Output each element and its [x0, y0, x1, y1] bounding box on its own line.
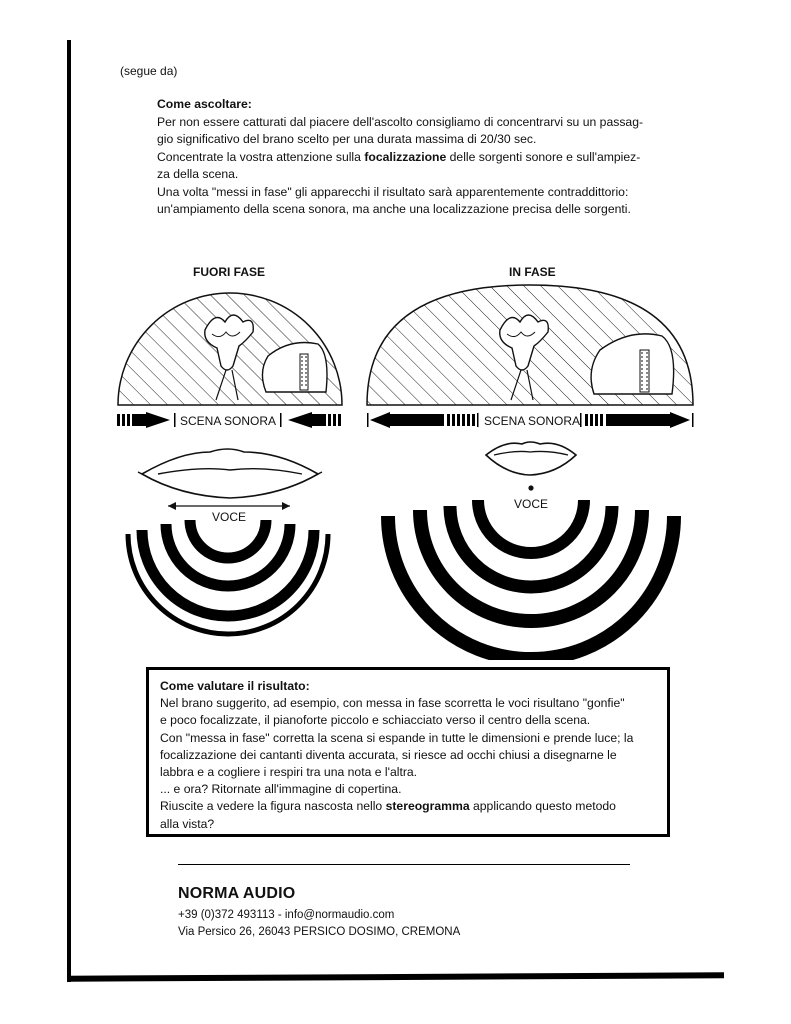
left-scene-bar: [117, 412, 341, 428]
left-figure-title: FUORI FASE: [193, 265, 266, 279]
left-stage: [118, 293, 342, 405]
evaluation-heading: Come valutare il risultato:: [160, 679, 310, 693]
intro-line: za della scena.: [157, 167, 239, 181]
left-scene-label: SCENA SONORA: [180, 414, 277, 428]
intro-line: gio significativo del brano scelto per una durata massima di 20/30 sec.: [157, 132, 537, 146]
contact-address: Via Persico 26, 26043 PERSICO DOSIMO, CREMONA: [178, 926, 461, 938]
right-sound-waves-icon: [388, 500, 674, 659]
intro-heading: Come ascoltare:: [157, 97, 252, 111]
text-run: Concentrate la vostra attenzione sulla: [157, 149, 365, 164]
intro-line: un'ampiamento della scena sonora, ma anche una localizzazione precisa delle sorgenti.: [157, 202, 631, 216]
brand-name: NORMA AUDIO: [178, 885, 296, 902]
focus-term: focalizzazione: [364, 149, 447, 164]
continued-label: (segue da): [120, 64, 178, 78]
evaluation-line: Con "messa in fase" corretta la scena si espande in tutte le dimensioni e prende luce; la: [160, 730, 634, 745]
contact-block: [178, 907, 460, 941]
evaluation-line: ... e ora? Ritornate all'immagine di copertina.: [160, 782, 402, 797]
text-run: delle sorgenti sonore e sull'ampiez-: [446, 149, 641, 164]
right-scene-label: SCENA SONORA: [484, 414, 581, 428]
evaluation-line: Nel brano suggerito, ad esempio, con messa in fase scorretta le voci risultano "gonfie": [160, 696, 625, 711]
evaluation-line: focalizzazione dei cantanti diventa accurata, si riesce ad occhi chiusi a disegnarne le: [160, 747, 617, 762]
evaluation-line: labbra e a cogliere i respiri tra una nota e l'altra.: [160, 765, 418, 780]
right-figure-title: IN FASE: [509, 265, 556, 279]
right-stage: [367, 285, 693, 405]
evaluation-line: e poco focalizzate, il pianoforte piccolo e schiacciato verso il centro della scena.: [160, 713, 591, 728]
left-voice-label: VOCE: [212, 510, 247, 524]
right-lips-icon: [486, 442, 576, 511]
text-run: applicando questo metodo: [469, 799, 616, 814]
left-lips-icon: [138, 449, 322, 524]
text-run: Riuscite a vedere la figura nascosta nello: [160, 799, 386, 814]
intro-line: Una volta "messi in fase" gli apparecchi il risultato sarà apparentemente contraddittorio:: [157, 184, 629, 199]
page-edge-bottom: [67, 972, 724, 981]
footer-divider: [178, 864, 630, 865]
left-sound-waves-icon: [128, 520, 328, 634]
stereogram-term: stereogramma: [385, 799, 470, 814]
right-voice-label: VOCE: [514, 497, 549, 511]
contact-phone-email: +39 (0)372 493113 - info@normaudio.com: [178, 909, 395, 921]
evaluation-line: alla vista?: [160, 816, 215, 831]
evaluation-box: [146, 667, 670, 837]
right-scene-bar: [367, 412, 694, 428]
stereogram-line: [160, 798, 657, 815]
intro-line: Per non essere catturati dal piacere dell'ascolto consigliamo di concentrarvi su un passag-: [157, 114, 644, 129]
